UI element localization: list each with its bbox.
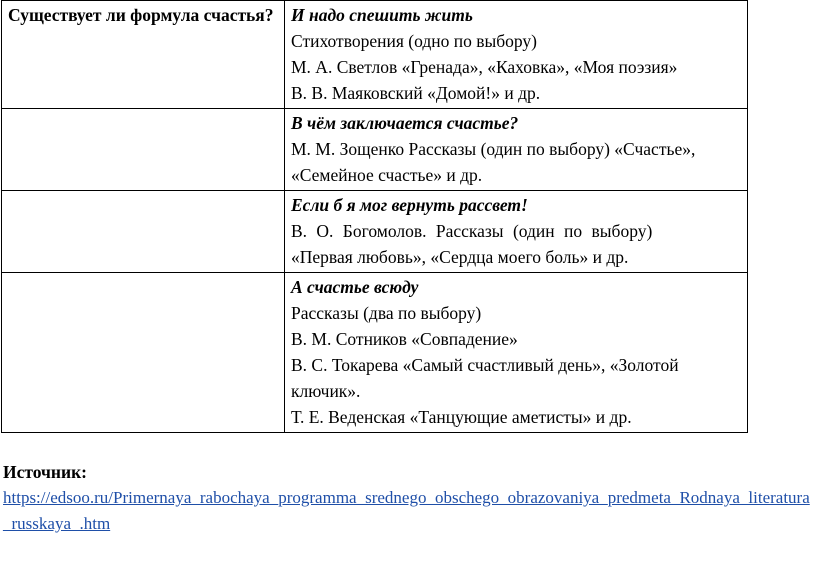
- theme-title: И надо спешить жить: [291, 5, 473, 25]
- work-line: ключик».: [291, 381, 361, 401]
- source-label: Источник:: [3, 462, 87, 482]
- theme-title: В чём заключается счастье?: [291, 113, 519, 133]
- theme-cell: [285, 1, 748, 109]
- work-line: Стихотворения (одно по выбору): [291, 31, 537, 51]
- work-line: Рассказы (два по выбору): [291, 303, 482, 323]
- theme-title: А счастье всюду: [291, 277, 419, 297]
- work-line: В. М. Сотников «Совпадение»: [291, 329, 518, 349]
- work-line: «Семейное счастье» и др.: [291, 165, 483, 185]
- theme-cell: [285, 109, 748, 191]
- question-text: Существует ли формула счастья?: [8, 5, 274, 25]
- theme-title: Если б я мог вернуть рассвет!: [291, 195, 528, 215]
- table-row: [2, 273, 748, 433]
- work-line: М. А. Светлов «Гренада», «Каховка», «Моя поэзия»: [291, 57, 678, 77]
- work-line: Т. Е. Веденская «Танцующие аметисты» и др.: [291, 407, 632, 427]
- theme-cell: [285, 273, 748, 433]
- source-link[interactable]: https://edsoo.ru/Primernaya_rabochaya_programma_srednego_obschego_obrazovaniya_predmeta_Rodnaya_literatura_russkaya_.htm: [3, 488, 810, 533]
- work-line: В. С. Токарева «Самый счастливый день», «Золотой: [291, 355, 679, 375]
- empty-cell: [2, 273, 285, 433]
- source-block: [3, 459, 815, 537]
- work-line: В. В. Маяковский «Домой!» и др.: [291, 83, 541, 103]
- table-row: [2, 191, 748, 273]
- work-line: М. М. Зощенко Рассказы (один по выбору) «Счастье»,: [291, 139, 696, 159]
- literature-table: [1, 0, 748, 433]
- question-cell: [2, 1, 285, 109]
- empty-cell: [2, 191, 285, 273]
- empty-cell: [2, 109, 285, 191]
- table-row: [2, 1, 748, 109]
- work-line: «Первая любовь», «Сердца моего боль» и др.: [291, 247, 629, 267]
- theme-cell: [285, 191, 748, 273]
- work-line: В. О. Богомолов. Рассказы (один по выбору): [291, 221, 653, 241]
- table-row: [2, 109, 748, 191]
